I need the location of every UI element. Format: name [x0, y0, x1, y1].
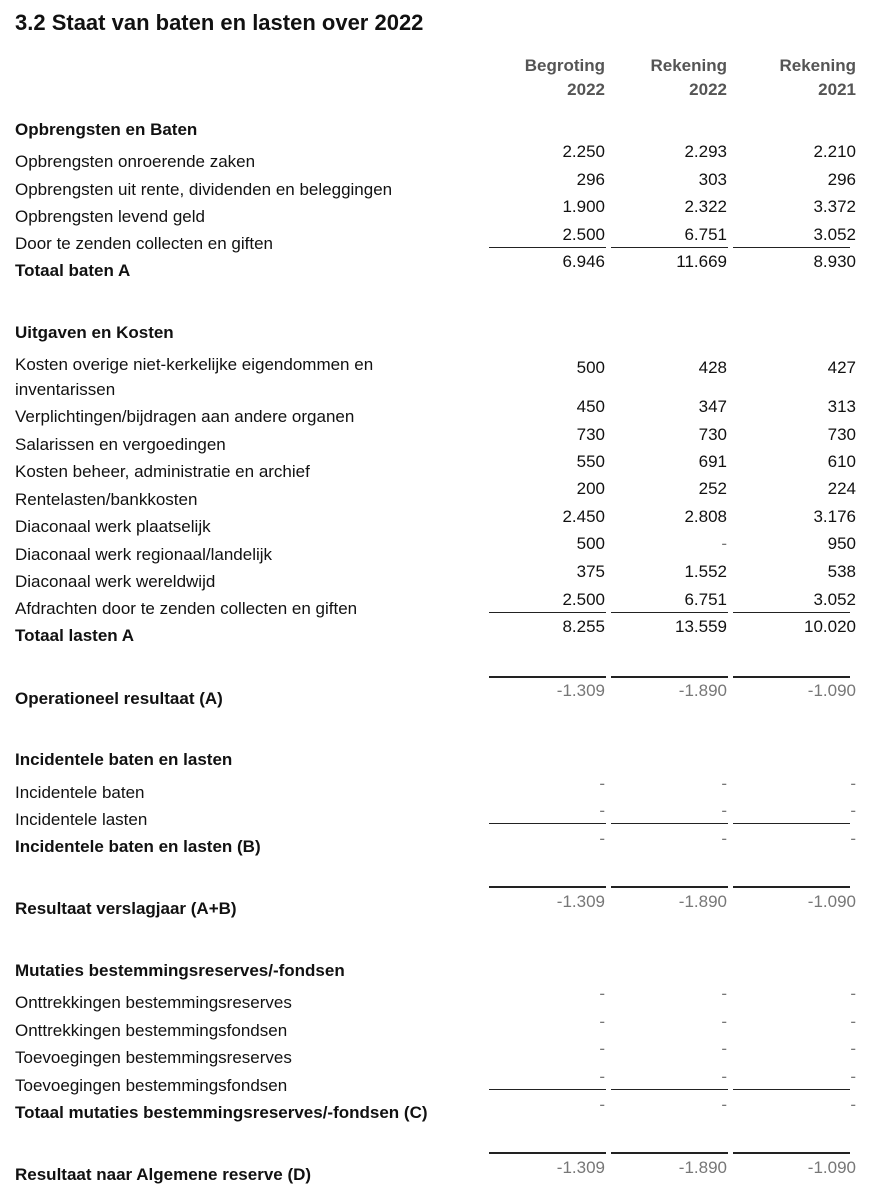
value-cell: 550	[576, 452, 605, 471]
total-label: Incidentele baten en lasten (B)	[15, 837, 261, 856]
value-cell: 296	[576, 170, 605, 189]
total-label: Totaal mutaties bestemmingsreserves/-fondsen (C)	[15, 1103, 428, 1122]
value-cell: 296	[827, 170, 856, 189]
column-header-line1: Begroting	[524, 56, 605, 75]
value-cell: -	[850, 1095, 856, 1114]
value-cell: 730	[698, 425, 727, 444]
value-cell: -	[721, 829, 727, 848]
sum-underline	[489, 676, 606, 678]
value-cell: 730	[576, 425, 605, 444]
value-cell: -1.309	[556, 892, 605, 911]
value-cell: -	[599, 801, 605, 820]
sum-underline	[611, 247, 728, 248]
value-cell: -	[850, 1039, 856, 1058]
value-cell: 200	[576, 479, 605, 498]
value-cell: -	[599, 1067, 605, 1086]
value-cell: 1.552	[684, 562, 727, 581]
sum-underline	[611, 823, 728, 824]
sum-underline	[611, 886, 728, 888]
section-heading: Mutaties bestemmingsreserves/-fondsen	[15, 961, 345, 980]
total-label: Totaal baten A	[15, 261, 131, 280]
value-cell: -	[850, 829, 856, 848]
row-label: Opbrengsten levend geld	[15, 207, 205, 226]
value-cell: 6.946	[562, 252, 605, 271]
value-cell: -	[721, 1095, 727, 1114]
value-cell: 8.255	[562, 617, 605, 636]
value-cell: 2.500	[562, 225, 605, 244]
value-cell: 3.372	[813, 197, 856, 216]
value-cell: 313	[827, 397, 856, 416]
value-cell: -	[599, 984, 605, 1003]
row-label: Onttrekkingen bestemmingsfondsen	[15, 1021, 288, 1040]
total-label: Totaal lasten A	[15, 626, 135, 645]
sum-underline	[611, 612, 728, 613]
value-cell: 224	[827, 479, 856, 498]
column-header-year: 2022	[689, 80, 727, 99]
value-cell: -1.090	[807, 892, 856, 911]
value-cell: 2.322	[684, 197, 727, 216]
row-label: Kosten overige niet-kerkelijke eigendommen en inventarissen	[15, 355, 374, 399]
value-cell: 2.450	[562, 507, 605, 526]
column-header-line1: Rekening	[779, 56, 856, 75]
section-heading: Incidentele baten en lasten	[15, 750, 233, 769]
value-cell: 428	[698, 358, 727, 377]
column-header-year: 2021	[818, 80, 856, 99]
value-cell: 730	[827, 425, 856, 444]
sum-underline	[489, 1152, 606, 1154]
value-cell: 2.808	[684, 507, 727, 526]
page-title: 3.2 Staat van baten en lasten over 2022	[15, 10, 424, 35]
row-label: Afdrachten door te zenden collecten en giften	[15, 599, 358, 618]
column-header-line1: Rekening	[650, 56, 727, 75]
value-cell: 500	[576, 534, 605, 553]
row-label: Door te zenden collecten en giften	[15, 234, 274, 253]
value-cell: -	[721, 801, 727, 820]
row-label: Rentelasten/bankkosten	[15, 490, 198, 509]
column-header	[650, 54, 727, 102]
value-cell: 13.559	[675, 617, 727, 636]
row-label: Incidentele baten	[15, 783, 145, 802]
row-label: Verplichtingen/bijdragen aan andere organen	[15, 407, 355, 426]
value-cell: 450	[576, 397, 605, 416]
result-label: Resultaat verslagjaar (A+B)	[15, 899, 237, 918]
sum-underline	[489, 612, 606, 613]
column-header	[525, 54, 605, 102]
value-cell: -1.890	[678, 892, 727, 911]
value-cell: 691	[698, 452, 727, 471]
value-cell: -	[599, 1012, 605, 1031]
row-label: Onttrekkingen bestemmingsreserves	[15, 993, 292, 1012]
row-label: Toevoegingen bestemmingsreserves	[15, 1048, 292, 1067]
value-cell: 610	[827, 452, 856, 471]
value-cell: -	[599, 1039, 605, 1058]
value-cell: -	[721, 1012, 727, 1031]
value-cell: -1.309	[556, 1158, 605, 1177]
value-cell: 6.751	[684, 590, 727, 609]
value-cell: 500	[576, 358, 605, 377]
row-label: Diaconaal werk wereldwijd	[15, 572, 216, 591]
row-label: Salarissen en vergoedingen	[15, 435, 226, 454]
value-cell: -	[850, 801, 856, 820]
value-cell: 2.250	[562, 142, 605, 161]
row-label: Opbrengsten onroerende zaken	[15, 152, 256, 171]
sum-underline	[611, 1152, 728, 1154]
value-cell: 8.930	[813, 252, 856, 271]
sum-underline	[489, 247, 606, 248]
row-label: Kosten beheer, administratie en archief	[15, 462, 310, 481]
value-cell: -	[721, 534, 727, 553]
value-cell: -1.090	[807, 1158, 856, 1177]
column-header-year: 2022	[567, 80, 605, 99]
sum-underline	[611, 1089, 728, 1090]
column-header	[779, 54, 856, 102]
value-cell: -	[721, 1067, 727, 1086]
value-cell: 2.210	[813, 142, 856, 161]
sum-underline	[733, 1089, 850, 1090]
value-cell: 252	[698, 479, 727, 498]
row-label: Opbrengsten uit rente, dividenden en beleggingen	[15, 180, 393, 199]
value-cell: 347	[698, 397, 727, 416]
value-cell: -	[850, 774, 856, 793]
value-cell: 3.176	[813, 507, 856, 526]
sum-underline	[489, 886, 606, 888]
value-cell: 2.500	[562, 590, 605, 609]
value-cell: -	[599, 829, 605, 848]
result-label: Operationeel resultaat (A)	[15, 689, 223, 708]
value-cell: -1.890	[678, 681, 727, 700]
value-cell: 2.293	[684, 142, 727, 161]
value-cell: -1.090	[807, 681, 856, 700]
sum-underline	[733, 676, 850, 678]
row-label: Diaconaal werk plaatselijk	[15, 517, 211, 536]
value-cell: 950	[827, 534, 856, 553]
sum-underline	[733, 247, 850, 248]
value-cell: 303	[698, 170, 727, 189]
row-label: Toevoegingen bestemmingsfondsen	[15, 1076, 288, 1095]
value-cell: 427	[827, 358, 856, 377]
value-cell: -	[721, 1039, 727, 1058]
sum-underline	[489, 823, 606, 824]
row-label: Incidentele lasten	[15, 810, 148, 829]
sum-underline	[733, 612, 850, 613]
value-cell: -	[599, 1095, 605, 1114]
sum-underline	[489, 1089, 606, 1090]
sum-underline	[733, 886, 850, 888]
value-cell: -	[850, 1067, 856, 1086]
value-cell: -1.309	[556, 681, 605, 700]
value-cell: 6.751	[684, 225, 727, 244]
value-cell: 3.052	[813, 225, 856, 244]
value-cell: 375	[576, 562, 605, 581]
value-cell: -	[850, 984, 856, 1003]
value-cell: -	[721, 774, 727, 793]
result-label: Resultaat naar Algemene reserve (D)	[15, 1165, 312, 1184]
value-cell: -	[850, 1012, 856, 1031]
value-cell: 11.669	[676, 252, 727, 271]
value-cell: -	[599, 774, 605, 793]
section-heading: Opbrengsten en Baten	[15, 120, 198, 139]
sum-underline	[611, 676, 728, 678]
value-cell: -	[721, 984, 727, 1003]
value-cell: 1.900	[562, 197, 605, 216]
value-cell: 3.052	[813, 590, 856, 609]
section-heading: Uitgaven en Kosten	[15, 323, 174, 342]
value-cell: 10.020	[804, 617, 856, 636]
sum-underline	[733, 1152, 850, 1154]
row-label: Diaconaal werk regionaal/landelijk	[15, 545, 273, 564]
value-cell: -1.890	[678, 1158, 727, 1177]
value-cell: 538	[827, 562, 856, 581]
sum-underline	[733, 823, 850, 824]
